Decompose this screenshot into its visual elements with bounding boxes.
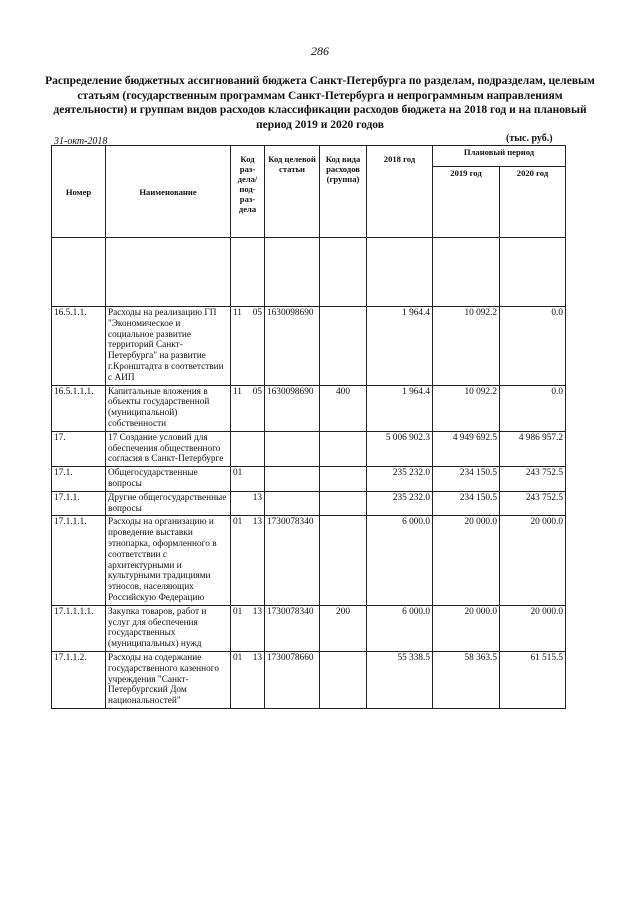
row-2020: 0.0 [500,385,566,431]
row-type-code [320,467,367,492]
row-section-code: 01 13 [231,605,265,651]
row-number: 17. [52,431,106,466]
row-2019: 4 949 692.5 [433,431,500,466]
row-target-code: 1730078340 [265,605,320,651]
row-name: Расходы на содержание государственного казенного учреждения "Санкт-Петербургский Дом национальностей" [106,651,231,708]
row-number: 17.1. [52,467,106,492]
row-type-code [320,491,367,516]
row-2019: 20 000.0 [433,605,500,651]
document-date: 31-окт-2018 [54,136,108,147]
row-name: Капитальные вложения в объекты государственной (муниципальной) собственности [106,385,231,431]
row-2018: 55 338.5 [367,651,433,708]
row-2020: 243 752.5 [500,467,566,492]
row-2019: 234 150.5 [433,467,500,492]
header-type-code: Код вида расходов (группа) [320,146,367,238]
header-2018: 2018 год [367,146,433,238]
row-2018: 6 000.0 [367,516,433,605]
row-name: Расходы на реализацию ГП "Экономическое и социальное развитие территорий Санкт-Петербурга" на развитие г.Кронштадта в соответствии с АИП [106,307,231,386]
row-2019: 10 092.2 [433,385,500,431]
row-2018: 235 232.0 [367,491,433,516]
page-number: 286 [311,44,329,58]
row-2020: 20 000.0 [500,516,566,605]
row-2019: 20 000.0 [433,516,500,605]
row-2020: 20 000.0 [500,605,566,651]
row-2019: 58 363.5 [433,651,500,708]
row-target-code: 1630098690 [265,385,320,431]
row-2018: 235 232.0 [367,467,433,492]
row-name: Общегосударственные вопросы [106,467,231,492]
row-type-code [320,651,367,708]
row-target-code [265,431,320,466]
row-2019: 234 150.5 [433,491,500,516]
header-name: Наименование [106,146,231,238]
row-2020: 4 986 957.2 [500,431,566,466]
spacer-row [52,238,566,307]
header-2019: 2019 год [433,167,500,238]
row-type-code: 200 [320,605,367,651]
row-name: Расходы на организацию и проведение выставки этнопарка, оформленного в соответствии с архитектурными и культурными традициями этносов, населяющих Российскую Федерацию [106,516,231,605]
row-target-code [265,491,320,516]
row-type-code [320,307,367,386]
row-2018: 5 006 902.3 [367,431,433,466]
row-type-code [320,431,367,466]
row-number: 16.5.1.1.1. [52,385,106,431]
table-row [52,385,566,431]
table-row [52,516,566,605]
row-section-code: 01 [231,467,265,492]
header-2020: 2020 год [500,167,566,238]
header-row-1 [52,146,566,167]
row-target-code [265,467,320,492]
row-target-code: 1730078660 [265,651,320,708]
row-2019: 10 092.2 [433,307,500,386]
row-section-code: 13 [231,491,265,516]
header-target-code: Код целевой статьи [265,146,320,238]
row-2020: 243 752.5 [500,491,566,516]
budget-table [51,145,566,709]
row-type-code [320,516,367,605]
row-number: 17.1.1.1.1. [52,605,106,651]
header-planned-period: Плановый период [433,146,566,167]
row-2018: 1 964.4 [367,307,433,386]
row-number: 17.1.1. [52,491,106,516]
header-section-code: Код раз-дела/ под-раз-дела [231,146,265,238]
row-section-code: 01 13 [231,651,265,708]
row-number: 16.5.1.1. [52,307,106,386]
table-row [52,467,566,492]
header-number: Номер [52,146,106,238]
table-row [52,491,566,516]
units-label: (тыс. руб.) [506,133,553,144]
row-2018: 1 964.4 [367,385,433,431]
table-row [52,605,566,651]
row-name: Другие общегосударственные вопросы [106,491,231,516]
row-section-code: 11 05 [231,385,265,431]
row-target-code: 1730078340 [265,516,320,605]
row-2020: 0.0 [500,307,566,386]
row-2020: 61 515.5 [500,651,566,708]
table-row [52,307,566,386]
row-section-code: 01 13 [231,516,265,605]
row-section-code [231,431,265,466]
table-row [52,431,566,466]
row-name: Закупка товаров, работ и услуг для обеспечения государственных (муниципальных) нужд [106,605,231,651]
row-2018: 6 000.0 [367,605,433,651]
row-type-code: 400 [320,385,367,431]
row-number: 17.1.1.1. [52,516,106,605]
document-title: Распределение бюджетных ассигнований бюджета Санкт-Петербурга по разделам, подразделам, целевым статьям (государственным программам Санкт-Петербурга и непрограммным направлениям деятельности) и группам видов расходов классификации расходов бюджета на 2018 год и на плановый период 2019 и 2020 годов [45,75,595,131]
row-target-code: 1630098690 [265,307,320,386]
row-name: 17 Создание условий для обеспечения общественного согласия в Санкт-Петербурге [106,431,231,466]
row-number: 17.1.1.2. [52,651,106,708]
table-row [52,651,566,708]
row-section-code: 11 05 [231,307,265,386]
